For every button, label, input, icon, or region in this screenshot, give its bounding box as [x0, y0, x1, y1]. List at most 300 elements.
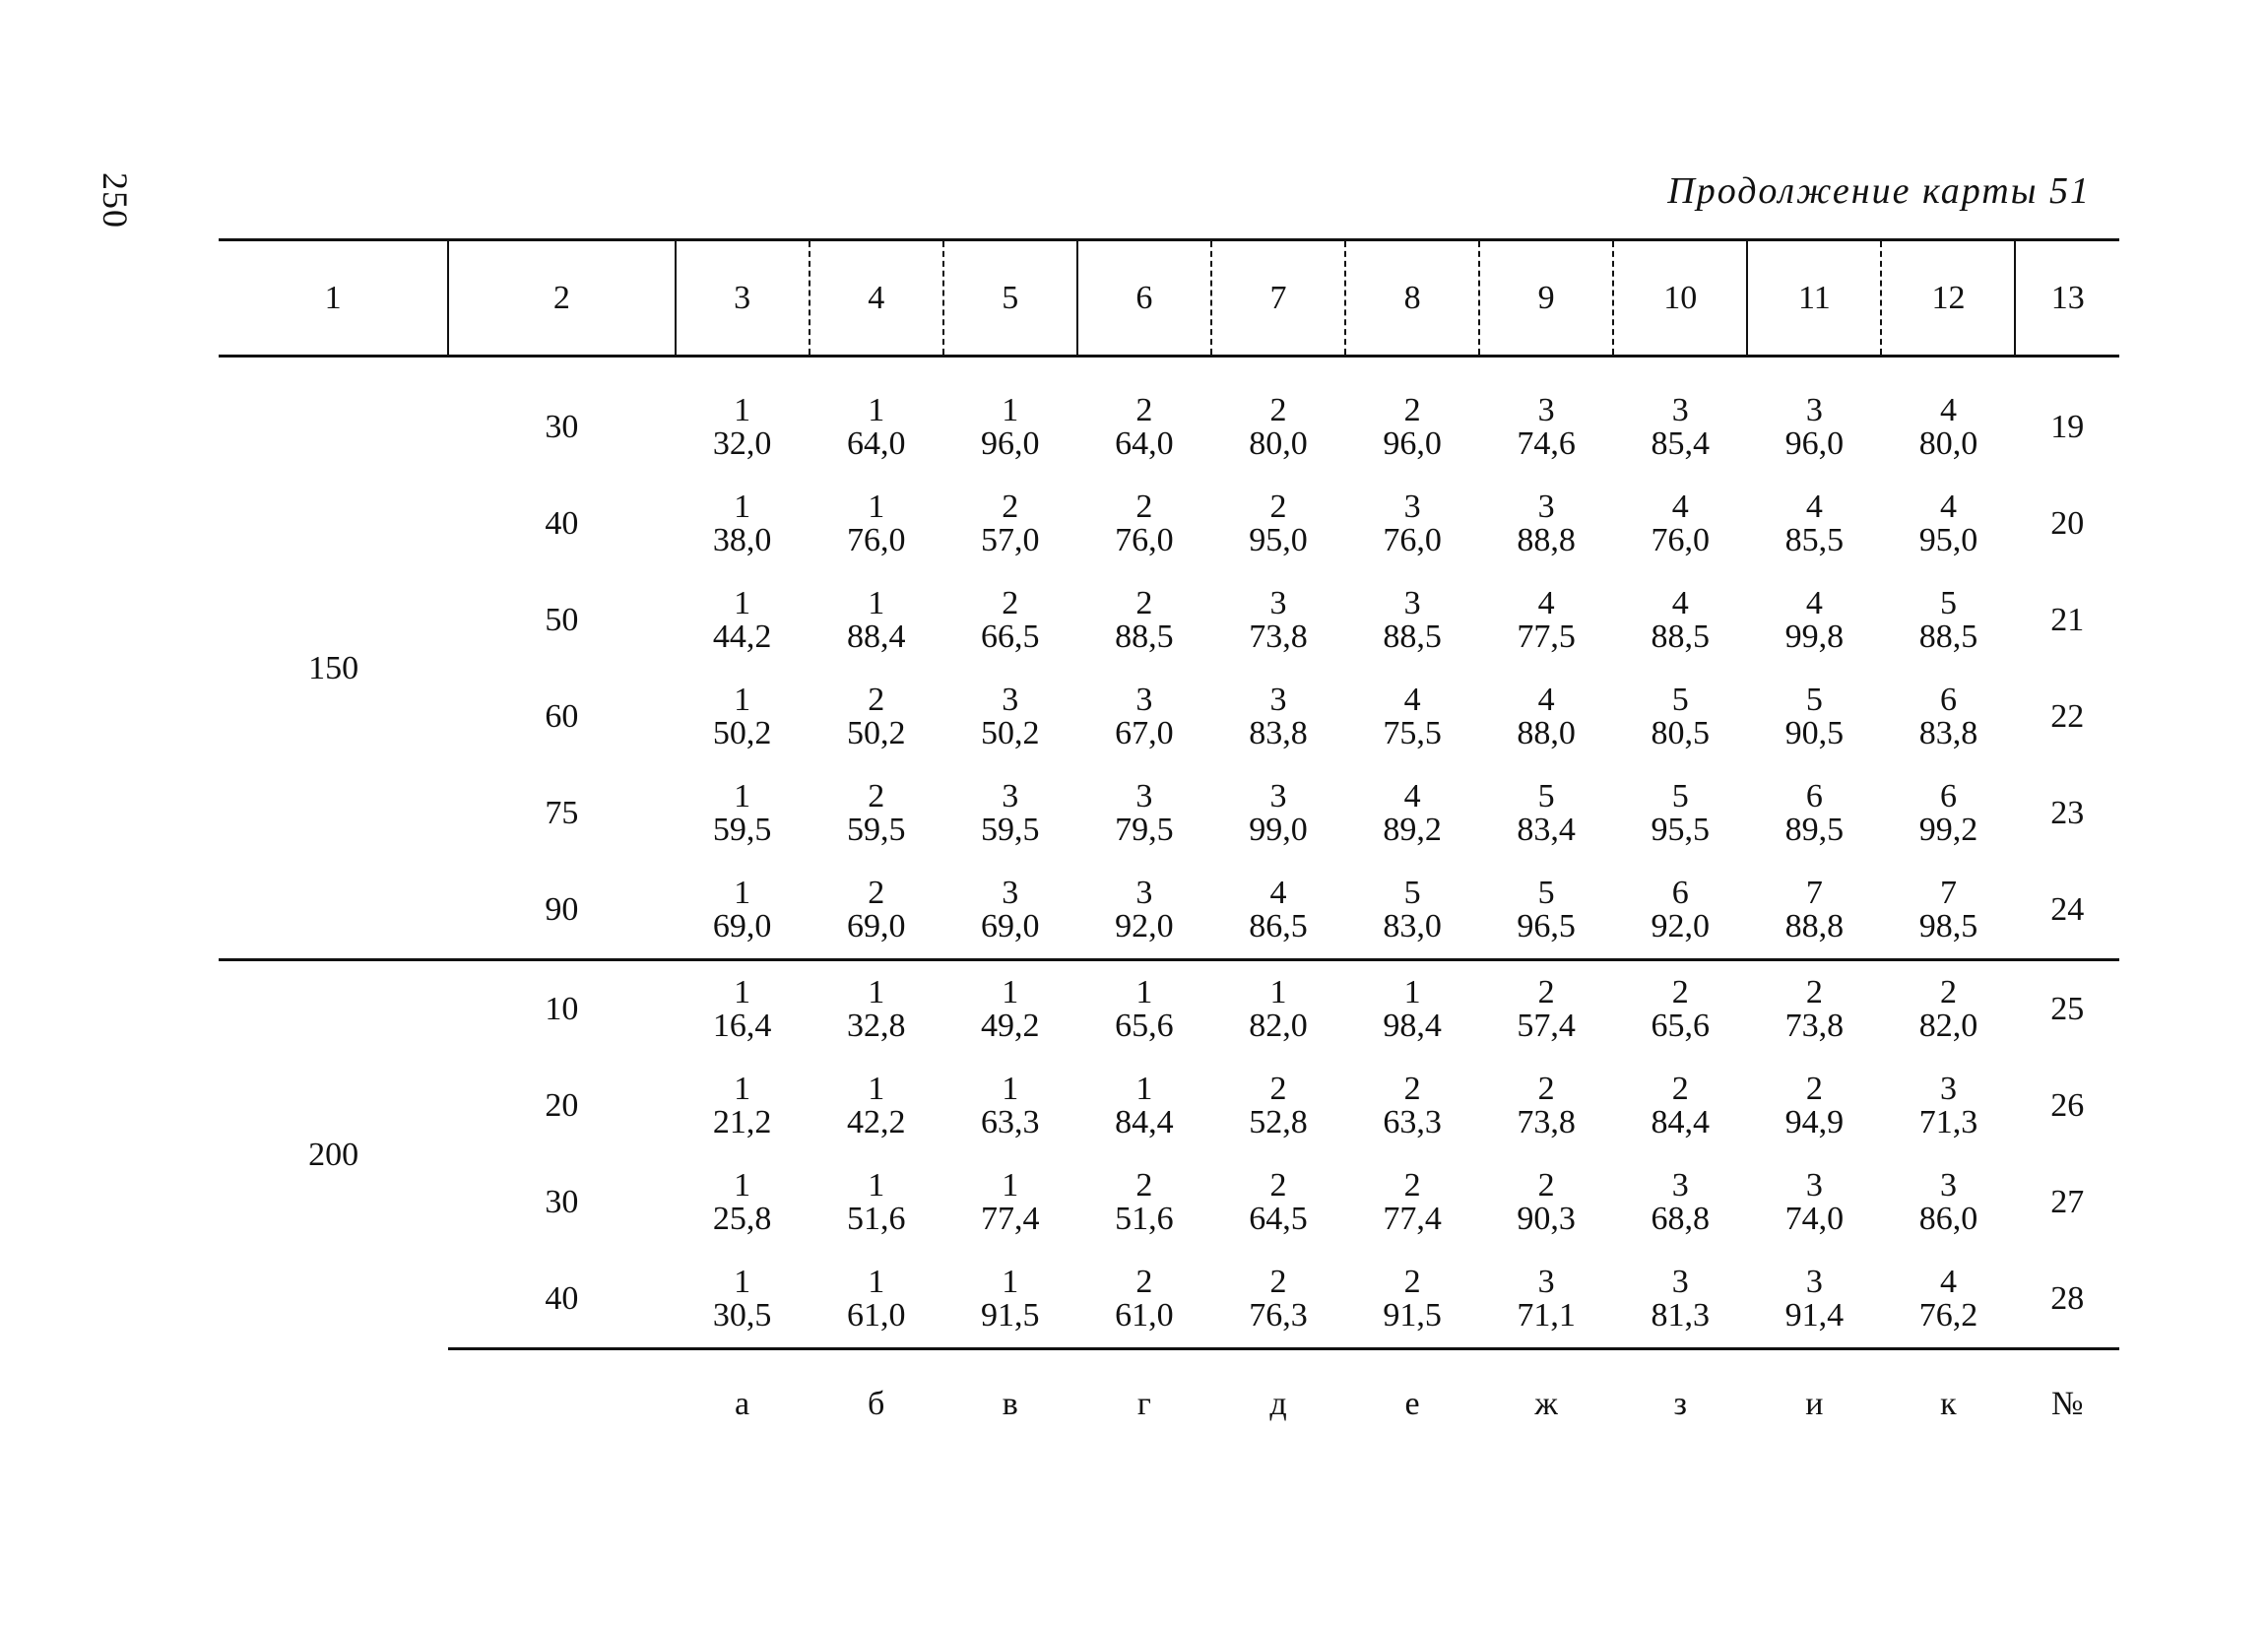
value-count: 2 — [1805, 1071, 1823, 1107]
value-cell — [1345, 862, 1479, 960]
value-count: 3 — [1269, 778, 1287, 814]
value-amount: 92,0 — [1115, 908, 1174, 944]
column-header: 2 — [448, 240, 675, 357]
value-amount: 73,8 — [1249, 619, 1308, 655]
value-count: 2 — [1135, 585, 1153, 621]
value-count: 1 — [734, 974, 751, 1010]
value-amount: 96,5 — [1517, 908, 1576, 944]
value-cell — [1345, 1154, 1479, 1251]
value-cell — [943, 669, 1077, 765]
value-amount: 96,0 — [1383, 425, 1442, 462]
value-amount: 76,0 — [1651, 522, 1710, 558]
value-amount: 90,3 — [1517, 1201, 1576, 1237]
value-count: 1 — [734, 585, 751, 621]
value-cell — [1881, 1251, 2015, 1349]
value-count: 1 — [734, 682, 751, 718]
value-count: 5 — [1537, 778, 1555, 814]
value-cell — [943, 1251, 1077, 1349]
value-count: 3 — [1002, 682, 1019, 718]
footer-letter: к — [1940, 1386, 1957, 1422]
value-count: 6 — [1805, 778, 1823, 814]
footer-blank — [219, 1349, 448, 1460]
row-number: 21 — [2050, 602, 2085, 638]
value-cell — [1077, 862, 1211, 960]
value-cell — [943, 572, 1077, 669]
value-cell — [1211, 1251, 1345, 1349]
value-cell — [943, 765, 1077, 862]
value-amount: 99,8 — [1784, 619, 1845, 655]
value-cell — [1345, 765, 1479, 862]
value-cell — [1345, 960, 1479, 1059]
value-amount: 80,5 — [1651, 715, 1710, 751]
row-parameter: 90 — [545, 891, 579, 928]
value-cell — [1613, 476, 1747, 572]
value-cell — [1747, 1154, 1881, 1251]
footer-letter: а — [735, 1386, 750, 1422]
value-count: 2 — [868, 875, 885, 911]
value-count: 2 — [1403, 392, 1421, 428]
value-amount: 44,2 — [712, 619, 772, 655]
value-amount: 32,8 — [846, 1008, 906, 1044]
value-cell — [1881, 669, 2015, 765]
column-header: 3 — [676, 240, 810, 357]
table-row — [219, 960, 2119, 1059]
value-cell — [1077, 960, 1211, 1059]
value-count: 4 — [1403, 682, 1421, 718]
row-parameter: 50 — [545, 602, 579, 638]
value-cell — [1881, 476, 2015, 572]
footer-no-symbol: № — [2051, 1386, 2084, 1422]
value-cell — [1077, 1251, 1211, 1349]
value-count: 4 — [1805, 585, 1823, 621]
column-header: 12 — [1881, 240, 2015, 357]
value-cell — [1211, 862, 1345, 960]
row-parameter: 30 — [545, 1184, 579, 1220]
row-number: 24 — [2050, 891, 2085, 928]
value-cell — [1747, 862, 1881, 960]
value-cell — [676, 572, 810, 669]
value-cell — [1345, 669, 1479, 765]
value-amount: 77,4 — [981, 1201, 1040, 1237]
value-amount: 32,0 — [712, 425, 772, 462]
value-amount: 51,6 — [846, 1201, 906, 1237]
value-amount: 21,2 — [712, 1104, 772, 1140]
value-count: 2 — [1002, 585, 1019, 621]
value-cell — [810, 476, 943, 572]
value-cell — [1747, 357, 1881, 477]
value-cell — [1345, 1058, 1479, 1154]
value-count: 1 — [868, 974, 885, 1010]
value-cell — [1881, 357, 2015, 477]
value-count: 1 — [734, 778, 751, 814]
value-cell — [676, 1154, 810, 1251]
footer-letter: б — [868, 1386, 885, 1422]
value-count: 1 — [1135, 974, 1153, 1010]
value-amount: 86,5 — [1249, 908, 1308, 944]
value-count: 3 — [1537, 392, 1555, 428]
value-count: 5 — [1671, 682, 1689, 718]
value-count: 3 — [1269, 682, 1287, 718]
value-amount: 84,4 — [1115, 1104, 1174, 1140]
value-cell — [1479, 669, 1613, 765]
table-row — [219, 572, 2119, 669]
value-amount: 98,4 — [1383, 1008, 1442, 1044]
value-amount: 98,5 — [1918, 908, 1978, 944]
value-amount: 66,5 — [981, 619, 1040, 655]
value-amount: 95,5 — [1651, 812, 1710, 848]
value-cell — [676, 1251, 810, 1349]
value-amount: 88,5 — [1918, 619, 1978, 655]
value-count: 3 — [1403, 585, 1421, 621]
value-count: 4 — [1939, 488, 1957, 525]
row-number: 19 — [2050, 409, 2085, 445]
value-cell — [810, 765, 943, 862]
value-amount: 73,8 — [1517, 1104, 1576, 1140]
value-amount: 73,8 — [1784, 1008, 1845, 1044]
value-cell — [1747, 669, 1881, 765]
header-row — [219, 240, 2119, 357]
footer-blank — [448, 1349, 675, 1460]
row-number: 27 — [2050, 1184, 2085, 1220]
value-amount: 59,5 — [712, 812, 772, 848]
value-count: 3 — [1002, 778, 1019, 814]
value-amount: 82,0 — [1918, 1008, 1978, 1044]
column-header: 6 — [1077, 240, 1211, 357]
page-number: 250 — [96, 172, 135, 228]
value-cell — [1747, 476, 1881, 572]
value-cell — [1345, 1251, 1479, 1349]
value-cell — [676, 476, 810, 572]
value-cell — [1479, 960, 1613, 1059]
value-count: 1 — [868, 392, 885, 428]
value-cell — [1747, 1058, 1881, 1154]
value-amount: 61,0 — [1115, 1297, 1174, 1334]
value-count: 2 — [1269, 392, 1287, 428]
value-amount: 82,0 — [1249, 1008, 1308, 1044]
value-cell — [810, 862, 943, 960]
value-cell — [1211, 357, 1345, 477]
value-amount: 68,8 — [1651, 1201, 1710, 1237]
value-cell — [810, 1251, 943, 1349]
row-number: 22 — [2050, 698, 2085, 735]
value-amount: 74,6 — [1517, 425, 1576, 462]
value-count: 2 — [1671, 974, 1689, 1010]
value-cell — [1479, 1058, 1613, 1154]
value-amount: 88,0 — [1517, 715, 1576, 751]
value-count: 1 — [1403, 974, 1421, 1010]
value-count: 5 — [1671, 778, 1689, 814]
row-number: 25 — [2015, 960, 2119, 1059]
value-count: 7 — [1939, 875, 1957, 911]
value-count: 3 — [1805, 1167, 1823, 1204]
value-cell — [676, 862, 810, 960]
value-cell — [1077, 1058, 1211, 1154]
value-cell — [1345, 572, 1479, 669]
value-amount: 79,5 — [1115, 812, 1174, 848]
value-count: 2 — [1537, 1167, 1555, 1204]
value-cell — [676, 669, 810, 765]
value-cell — [1345, 476, 1479, 572]
value-cell — [1613, 572, 1747, 669]
value-count: 6 — [1939, 778, 1957, 814]
value-count: 1 — [868, 488, 885, 525]
value-count: 3 — [1537, 1264, 1555, 1300]
value-amount: 71,1 — [1517, 1297, 1576, 1334]
value-amount: 94,9 — [1784, 1104, 1845, 1140]
column-header: 11 — [1747, 240, 1881, 357]
value-amount: 50,2 — [846, 715, 906, 751]
value-cell — [676, 765, 810, 862]
value-count: 1 — [734, 392, 751, 428]
column-header: 7 — [1211, 240, 1345, 357]
value-cell — [676, 960, 810, 1059]
value-count: 2 — [1403, 1071, 1421, 1107]
value-cell — [1613, 1251, 1747, 1349]
value-count: 1 — [868, 585, 885, 621]
value-cell — [1747, 960, 1881, 1059]
value-amount: 90,5 — [1784, 715, 1845, 751]
footer-letter: ж — [1534, 1386, 1558, 1422]
value-amount: 52,8 — [1249, 1104, 1308, 1140]
value-cell — [1613, 862, 1747, 960]
value-amount: 65,6 — [1651, 1008, 1710, 1044]
column-header: 4 — [810, 240, 943, 357]
value-amount: 80,0 — [1918, 425, 1978, 462]
value-count: 4 — [1939, 1264, 1957, 1300]
table-row — [219, 357, 2119, 477]
value-amount: 64,5 — [1249, 1201, 1308, 1237]
value-amount: 67,0 — [1115, 715, 1174, 751]
row-parameter: 75 — [545, 795, 579, 831]
value-amount: 88,5 — [1383, 619, 1442, 655]
value-cell — [1479, 357, 1613, 477]
value-count: 3 — [1671, 1264, 1689, 1300]
table-row — [219, 476, 2119, 572]
group-label: 150 — [308, 650, 359, 686]
value-cell — [810, 669, 943, 765]
value-count: 1 — [1002, 974, 1019, 1010]
value-count: 7 — [1805, 875, 1823, 911]
value-cell — [1345, 357, 1479, 477]
value-cell — [810, 572, 943, 669]
value-cell — [943, 476, 1077, 572]
row-number: 28 — [2015, 1251, 2119, 1349]
page-caption: Продолжение карты 51 — [1667, 170, 2091, 212]
value-count: 5 — [1939, 585, 1957, 621]
group-label: 200 — [219, 960, 448, 1349]
value-amount: 89,2 — [1383, 812, 1442, 848]
value-cell — [1479, 476, 1613, 572]
value-count: 1 — [1002, 1264, 1019, 1300]
value-cell — [1881, 960, 2015, 1059]
value-amount: 76,3 — [1249, 1297, 1308, 1334]
value-amount: 16,4 — [712, 1008, 772, 1044]
row-parameter: 40 — [448, 1251, 675, 1349]
value-cell — [1747, 765, 1881, 862]
value-count: 1 — [1135, 1071, 1153, 1107]
footer-letter: з — [1673, 1386, 1687, 1422]
footer-letter: и — [1805, 1386, 1824, 1422]
data-table — [219, 238, 2119, 1459]
value-count: 6 — [1939, 682, 1957, 718]
value-cell — [810, 960, 943, 1059]
value-amount: 57,4 — [1517, 1008, 1576, 1044]
value-amount: 91,5 — [1383, 1297, 1442, 1334]
value-amount: 76,0 — [846, 522, 906, 558]
value-cell — [1211, 960, 1345, 1059]
value-count: 2 — [1939, 974, 1957, 1010]
value-amount: 42,2 — [846, 1104, 906, 1140]
value-amount: 63,3 — [981, 1104, 1040, 1140]
value-count: 5 — [1403, 875, 1421, 911]
value-amount: 86,0 — [1918, 1201, 1978, 1237]
value-cell — [810, 1154, 943, 1251]
table-row — [219, 1251, 2119, 1349]
value-amount: 65,6 — [1115, 1008, 1174, 1044]
value-amount: 88,4 — [846, 619, 906, 655]
value-amount: 61,0 — [846, 1297, 906, 1334]
value-amount: 25,8 — [712, 1201, 772, 1237]
value-amount: 91,4 — [1784, 1297, 1845, 1334]
value-count: 3 — [1671, 392, 1689, 428]
value-amount: 96,0 — [981, 425, 1040, 462]
column-header: 5 — [943, 240, 1077, 357]
value-count: 1 — [868, 1264, 885, 1300]
value-amount: 96,0 — [1784, 425, 1845, 462]
value-amount: 83,8 — [1249, 715, 1308, 751]
value-amount: 59,5 — [846, 812, 906, 848]
value-cell — [1211, 1154, 1345, 1251]
value-cell — [1747, 1251, 1881, 1349]
value-amount: 80,0 — [1249, 425, 1308, 462]
value-amount: 74,0 — [1784, 1201, 1845, 1237]
value-amount: 77,4 — [1383, 1201, 1442, 1237]
value-count: 2 — [1537, 1071, 1555, 1107]
value-count: 2 — [1671, 1071, 1689, 1107]
value-count: 4 — [1671, 488, 1689, 525]
value-cell — [1077, 476, 1211, 572]
value-count: 2 — [1805, 974, 1823, 1010]
value-cell — [1211, 669, 1345, 765]
value-amount: 83,4 — [1517, 812, 1576, 848]
value-count: 2 — [1269, 1071, 1287, 1107]
value-amount: 83,8 — [1918, 715, 1978, 751]
column-header: 10 — [1613, 240, 1747, 357]
value-cell — [1881, 572, 2015, 669]
footer-letter: г — [1136, 1386, 1151, 1422]
value-amount: 69,0 — [846, 908, 906, 944]
value-amount: 88,5 — [1115, 619, 1174, 655]
table-row — [219, 669, 2119, 765]
value-count: 4 — [1939, 392, 1957, 428]
value-count: 3 — [1671, 1167, 1689, 1204]
value-cell — [1479, 765, 1613, 862]
footer-letter: в — [1002, 1386, 1018, 1422]
value-cell — [943, 1154, 1077, 1251]
value-amount: 59,5 — [981, 812, 1040, 848]
value-count: 2 — [1135, 488, 1153, 525]
value-cell — [676, 1058, 810, 1154]
value-count: 4 — [1805, 488, 1823, 525]
value-amount: 95,0 — [1249, 522, 1308, 558]
value-cell — [943, 1058, 1077, 1154]
value-amount: 91,5 — [981, 1297, 1040, 1334]
value-cell — [1747, 572, 1881, 669]
value-cell — [810, 1058, 943, 1154]
value-amount: 63,3 — [1383, 1104, 1442, 1140]
value-count: 2 — [1269, 1167, 1287, 1204]
value-cell — [810, 357, 943, 477]
value-cell — [943, 357, 1077, 477]
value-amount: 95,0 — [1918, 522, 1978, 558]
value-count: 4 — [1671, 585, 1689, 621]
value-count: 5 — [1805, 682, 1823, 718]
value-count: 2 — [1403, 1264, 1421, 1300]
value-amount: 50,2 — [712, 715, 772, 751]
value-count: 1 — [734, 875, 751, 911]
value-amount: 92,0 — [1651, 908, 1710, 944]
row-parameter: 60 — [545, 698, 579, 735]
value-cell — [1077, 572, 1211, 669]
value-amount: 57,0 — [981, 522, 1040, 558]
value-amount: 76,2 — [1918, 1297, 1978, 1334]
value-amount: 85,4 — [1651, 425, 1710, 462]
value-cell — [1211, 572, 1345, 669]
value-count: 2 — [1403, 1167, 1421, 1204]
value-cell — [1881, 862, 2015, 960]
value-count: 2 — [868, 778, 885, 814]
value-amount: 99,0 — [1249, 812, 1308, 848]
table-row — [219, 1058, 2119, 1154]
value-count: 1 — [1002, 1167, 1019, 1204]
value-count: 3 — [1537, 488, 1555, 525]
value-amount: 76,0 — [1383, 522, 1442, 558]
table-row — [219, 765, 2119, 862]
row-parameter: 10 — [448, 960, 675, 1059]
value-cell — [943, 862, 1077, 960]
value-count: 2 — [1269, 488, 1287, 525]
value-count: 1 — [868, 1071, 885, 1107]
value-amount: 38,0 — [712, 522, 772, 558]
value-count: 3 — [1002, 875, 1019, 911]
value-cell — [1211, 476, 1345, 572]
value-cell — [1479, 572, 1613, 669]
value-cell — [1479, 862, 1613, 960]
column-header: 13 — [2015, 240, 2119, 357]
table-body — [219, 357, 2119, 1349]
value-count: 2 — [1002, 488, 1019, 525]
value-cell — [676, 357, 810, 477]
value-amount: 75,5 — [1383, 715, 1442, 751]
value-amount: 71,3 — [1918, 1104, 1978, 1140]
value-count: 3 — [1805, 392, 1823, 428]
value-cell — [1077, 357, 1211, 477]
value-count: 2 — [868, 682, 885, 718]
row-parameter: 30 — [545, 409, 579, 445]
footer-letter: д — [1269, 1386, 1287, 1422]
value-count: 4 — [1537, 682, 1555, 718]
value-count: 1 — [868, 1167, 885, 1204]
value-cell — [1077, 1154, 1211, 1251]
value-count: 6 — [1671, 875, 1689, 911]
value-amount: 76,0 — [1115, 522, 1174, 558]
value-count: 4 — [1269, 875, 1287, 911]
value-count: 3 — [1269, 585, 1287, 621]
footer-row — [219, 1349, 2119, 1460]
value-count: 2 — [1269, 1264, 1287, 1300]
value-amount: 64,0 — [846, 425, 906, 462]
value-count: 3 — [1939, 1071, 1957, 1107]
